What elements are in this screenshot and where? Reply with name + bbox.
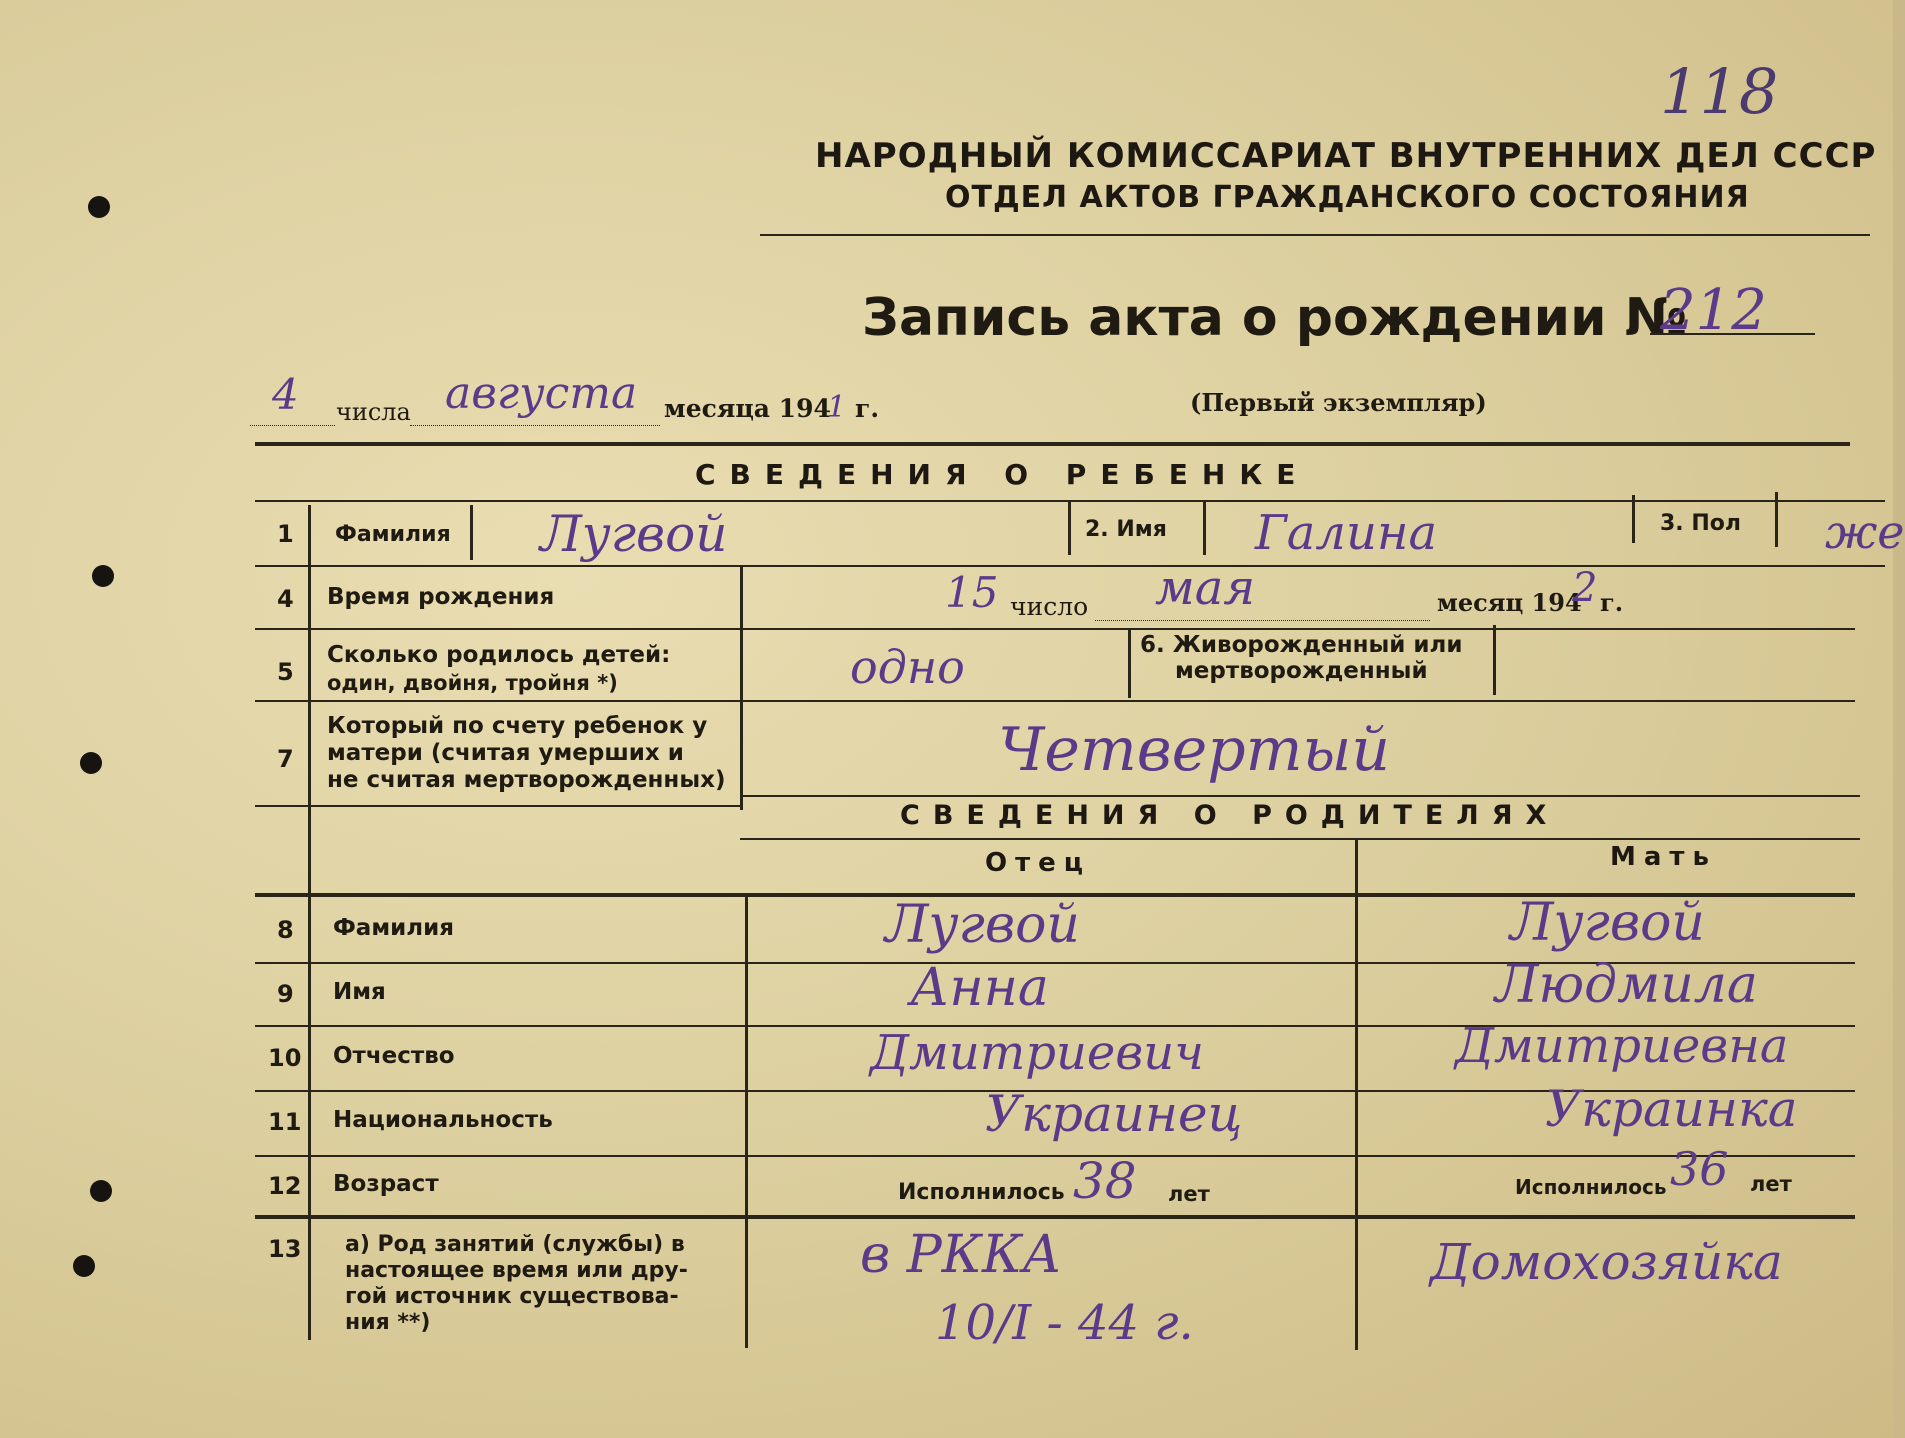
record-number: 212 xyxy=(1660,278,1767,343)
birth-order-label-3: не считая мертворожденных) xyxy=(327,767,726,793)
child-surname: Лугвой xyxy=(540,505,728,563)
day-underline xyxy=(250,425,335,426)
father-patronymic: Дмитриевич xyxy=(870,1025,1205,1081)
surname-label: Фамилия xyxy=(335,522,451,547)
row-number: 5 xyxy=(277,658,294,686)
punch-hole xyxy=(80,752,102,774)
row-number: 10 xyxy=(268,1044,302,1072)
col-divider xyxy=(1493,625,1496,695)
name-label: 2. Имя xyxy=(1085,517,1167,542)
birth-order-label-2: матери (считая умерших и xyxy=(327,740,684,766)
punch-hole xyxy=(90,1180,112,1202)
father-column-heading: Отец xyxy=(985,848,1092,878)
date-rule xyxy=(255,442,1850,446)
occupation-label-2: настоящее время или дру- xyxy=(345,1258,688,1283)
col-divider xyxy=(740,565,743,810)
birth-month-underline xyxy=(1095,620,1430,621)
live-birth-label-1: 6. Живорожденный или xyxy=(1140,632,1463,658)
col-divider xyxy=(745,893,748,1348)
punch-hole xyxy=(73,1255,95,1277)
nationality-label: Национальность xyxy=(333,1107,553,1133)
father-occupation: в РККА xyxy=(860,1225,1062,1285)
birth-order-value: Четвертый xyxy=(998,715,1391,785)
col-divider xyxy=(470,505,473,560)
mother-age: 36 xyxy=(1670,1142,1729,1196)
year-suffix: г. xyxy=(855,394,880,423)
row-rule xyxy=(255,700,1855,702)
birth-month: мая xyxy=(1155,560,1256,616)
month-label: месяца 194 xyxy=(664,394,831,423)
children-count-label-1: Сколько родилось детей: xyxy=(327,642,671,668)
occupation-label-1: а) Род занятий (службы) в xyxy=(345,1232,685,1257)
row-rule xyxy=(255,1215,1855,1219)
patronymic-label: Отчество xyxy=(333,1043,455,1069)
day-label: числа xyxy=(336,398,411,426)
birth-day-label: число xyxy=(1010,592,1089,621)
row-number: 1 xyxy=(277,520,294,548)
live-birth-label-2: мертворожденный xyxy=(1175,658,1428,684)
col-divider xyxy=(1203,500,1206,555)
punch-hole xyxy=(92,565,114,587)
father-name: Анна xyxy=(910,958,1049,1018)
birth-year-suffix: г. xyxy=(1600,588,1624,617)
col-divider xyxy=(1775,492,1778,547)
row-number: 11 xyxy=(268,1108,302,1136)
birth-month-label: месяц 194 xyxy=(1437,588,1582,617)
mother-occupation: Домохозяйка xyxy=(1430,1233,1783,1291)
father-age-prefix: Исполнилось xyxy=(898,1180,1065,1205)
row-rule xyxy=(255,628,1855,630)
mother-column-heading: Мать xyxy=(1610,842,1717,872)
child-sex: же xyxy=(1825,505,1905,559)
registration-month: августа xyxy=(445,368,638,419)
child-section-heading: СВЕДЕНИЯ О РЕБЕНКЕ xyxy=(695,458,1310,491)
birth-order-label-1: Который по счету ребенок у xyxy=(327,713,708,739)
parent-surname-label: Фамилия xyxy=(333,915,454,941)
mother-age-prefix: Исполнилось xyxy=(1515,1175,1667,1199)
sex-label: 3. Пол xyxy=(1660,511,1741,536)
punch-hole xyxy=(88,196,110,218)
age-label: Возраст xyxy=(333,1171,439,1197)
mother-patronymic: Дмитриевна xyxy=(1455,1018,1789,1074)
page-title: Запись акта о рождении № xyxy=(862,288,1688,348)
mother-name: Людмила xyxy=(1495,955,1758,1015)
registration-day: 4 xyxy=(272,370,299,419)
row-number: 13 xyxy=(268,1235,302,1263)
father-nationality: Украинец xyxy=(985,1085,1243,1143)
children-count-value: одно xyxy=(850,640,965,694)
mother-nationality: Украинка xyxy=(1545,1080,1798,1138)
row-rule xyxy=(255,1155,1855,1157)
archive-number: 118 xyxy=(1660,55,1779,128)
row-rule xyxy=(740,795,1860,797)
col-divider xyxy=(1068,500,1071,555)
row-number: 12 xyxy=(268,1172,302,1200)
father-age-suffix: лет xyxy=(1168,1182,1210,1206)
record-number-underline xyxy=(1650,333,1815,335)
row-number: 4 xyxy=(277,585,294,613)
row-rule xyxy=(255,565,1885,567)
birth-time-label: Время рождения xyxy=(327,584,555,610)
col-divider xyxy=(1128,628,1131,698)
father-occupation-date: 10/I - 44 г. xyxy=(935,1295,1194,1351)
father-surname: Лугвой xyxy=(885,895,1080,955)
header-line2: ОТДЕЛ АКТОВ ГРАЖДАНСКОГО СОСТОЯНИЯ xyxy=(945,180,1750,215)
birth-day: 15 xyxy=(945,568,999,617)
mother-surname: Лугвой xyxy=(1510,893,1705,953)
row-number: 7 xyxy=(277,745,294,773)
child-name: Галина xyxy=(1255,505,1438,561)
row-rule xyxy=(255,805,740,807)
parent-name-label: Имя xyxy=(333,979,386,1005)
header-rule xyxy=(760,234,1870,236)
header-line1: НАРОДНЫЙ КОМИССАРИАТ ВНУТРЕННИХ ДЕЛ СССР xyxy=(815,136,1877,176)
occupation-label-3: гой источник существова- xyxy=(345,1284,679,1309)
parents-heading-rule xyxy=(740,838,1860,840)
parents-section-heading: СВЕДЕНИЯ О РОДИТЕЛЯХ xyxy=(900,800,1560,831)
mother-age-suffix: лет xyxy=(1750,1172,1792,1196)
copy-note: (Первый экземпляр) xyxy=(1190,388,1487,417)
father-age: 38 xyxy=(1073,1152,1137,1210)
row-number: 8 xyxy=(277,916,294,944)
children-count-label-2: один, двойня, тройня *) xyxy=(327,671,618,695)
row-number: 9 xyxy=(277,980,294,1008)
occupation-label-4: ния **) xyxy=(345,1310,431,1335)
col-divider xyxy=(1632,495,1635,543)
month-underline xyxy=(410,425,660,426)
col-divider xyxy=(1355,840,1358,1350)
birth-year-digit: 2 xyxy=(1572,565,1598,611)
registration-year-digit: 1 xyxy=(827,390,847,425)
